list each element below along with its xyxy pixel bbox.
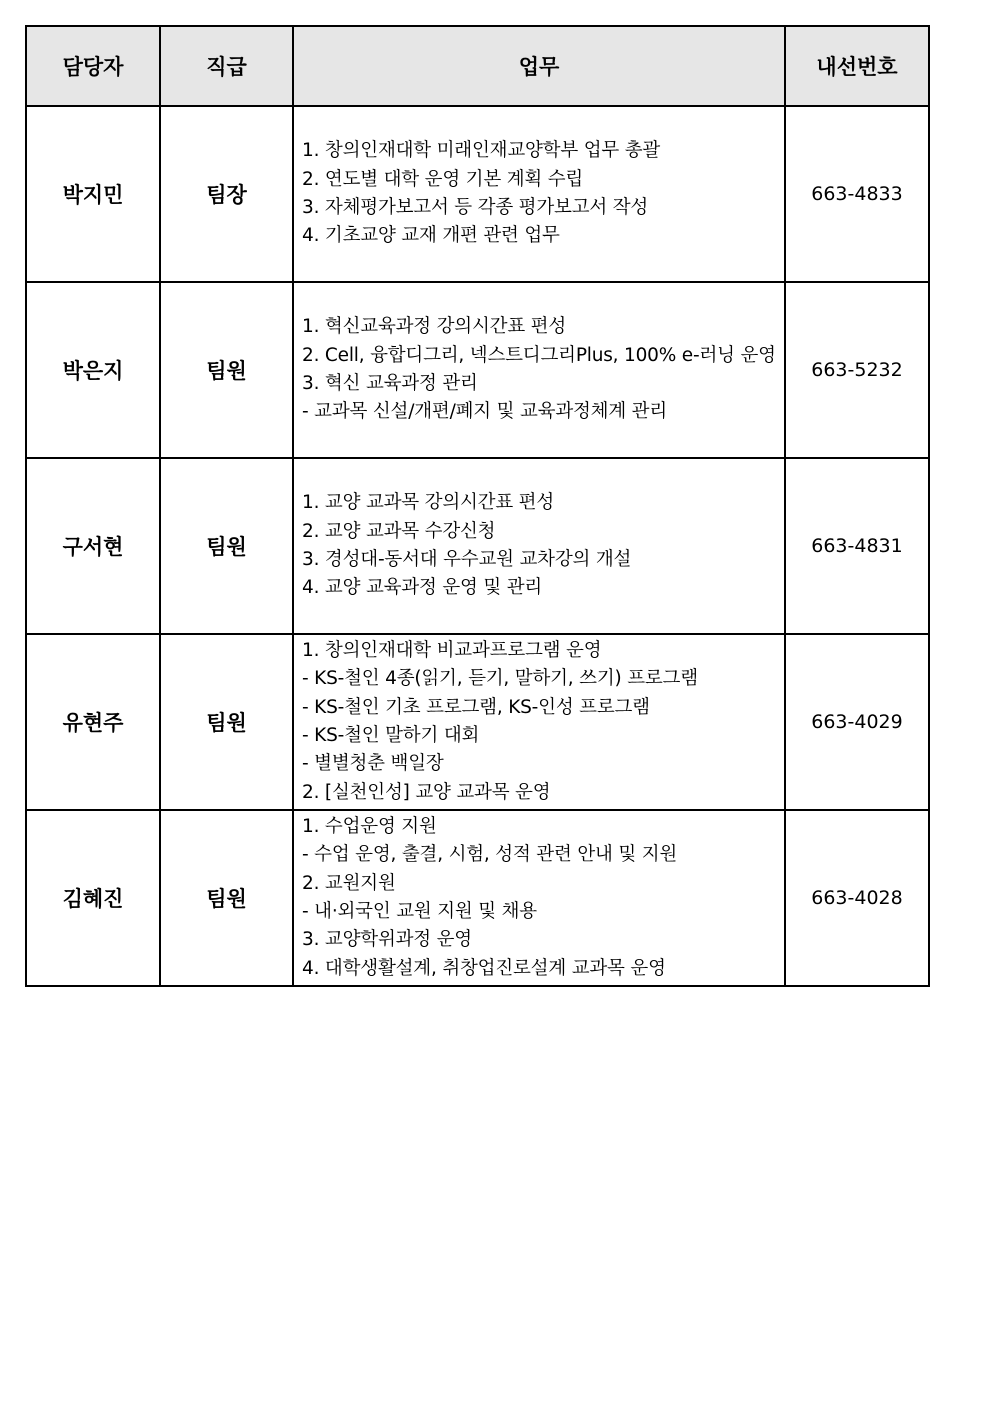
extension-number: 663-4029	[785, 634, 929, 810]
staff-duties	[293, 810, 785, 986]
staff-name: 박은지	[26, 282, 160, 458]
duty-item: 1. 창의인재대학 비교과프로그램 운영	[302, 640, 602, 662]
header-row	[26, 26, 929, 106]
duty-list	[302, 813, 780, 983]
duty-item: 4. 기초교양 교재 개편 관련 업무	[302, 225, 560, 247]
header-phone: 내선번호	[785, 26, 929, 106]
duty-item: 4. 대학생활설계, 취창업진로설계 교과목 운영	[302, 957, 666, 979]
duty-item: 1. 교양 교과목 강의시간표 편성	[302, 492, 555, 514]
extension-number: 663-5232	[785, 282, 929, 458]
table-row	[26, 282, 929, 458]
duty-item: 2. [실천인성] 교양 교과목 운영	[302, 781, 551, 803]
table-row	[26, 458, 929, 634]
duty-item: 3. 자체평가보고서 등 각종 평가보고서 작성	[302, 197, 649, 218]
extension-number: 663-4833	[785, 106, 929, 282]
duty-item: 2. 교양 교과목 수강신청	[302, 520, 496, 542]
duty-item: - KS-철인 4종(읽기, 듣기, 말하기, 쓰기) 프로그램	[302, 668, 698, 690]
duty-list	[302, 137, 780, 250]
staff-name: 박지민	[26, 106, 160, 282]
duty-item: 1. 창의인재대학 미래인재교양학부 업무 총괄	[302, 140, 661, 162]
duty-list	[302, 637, 780, 807]
extension-number: 663-4831	[785, 458, 929, 634]
duty-item: 2. 연도별 대학 운영 기본 계획 수립	[302, 168, 584, 190]
table-row	[26, 810, 929, 986]
staff-duty-table	[25, 25, 930, 987]
staff-name: 구서현	[26, 458, 160, 634]
staff-rank: 팀원	[160, 282, 293, 458]
duty-item: - 별별청춘 백일장	[302, 753, 444, 775]
staff-rank: 팀원	[160, 458, 293, 634]
staff-duties	[293, 634, 785, 810]
table-row	[26, 106, 929, 282]
staff-name: 김혜진	[26, 810, 160, 986]
duty-item: - 교과목 신설/개편/폐지 및 교육과정체계 관리	[302, 401, 668, 423]
duty-item: - 수업 운영, 출결, 시험, 성적 관련 안내 및 지원	[302, 844, 678, 866]
duty-item: 2. 교원지원	[302, 872, 396, 894]
staff-rank: 팀장	[160, 106, 293, 282]
duty-item: 3. 혁신 교육과정 관리	[302, 373, 478, 394]
staff-name: 유현주	[26, 634, 160, 810]
staff-duties	[293, 106, 785, 282]
extension-number: 663-4028	[785, 810, 929, 986]
staff-duties	[293, 282, 785, 458]
duty-item: 4. 교양 교육과정 운영 및 관리	[302, 577, 543, 599]
header-duties: 업무	[293, 26, 785, 106]
table-body	[26, 106, 929, 986]
duty-item: - KS-철인 말하기 대회	[302, 725, 480, 746]
header-name: 담당자	[26, 26, 160, 106]
duty-item: 1. 수업운영 지원	[302, 816, 437, 838]
duty-item: - KS-철인 기초 프로그램, KS-인성 프로그램	[302, 696, 650, 718]
staff-rank: 팀원	[160, 810, 293, 986]
staff-rank: 팀원	[160, 634, 293, 810]
duty-list	[302, 489, 780, 602]
duty-item: 1. 혁신교육과정 강의시간표 편성	[302, 316, 567, 338]
duty-list	[302, 313, 780, 426]
duty-item: 2. Cell, 융합디그리, 넥스트디그리Plus, 100% e-러닝 운영	[302, 344, 776, 366]
duty-item: 3. 경성대-동서대 우수교원 교차강의 개설	[302, 549, 632, 570]
duty-item: - 내·외국인 교원 지원 및 채용	[302, 901, 537, 922]
staff-duties	[293, 458, 785, 634]
header-rank: 직급	[160, 26, 293, 106]
duty-item: 3. 교양학위과정 운영	[302, 929, 472, 951]
table-row	[26, 634, 929, 810]
